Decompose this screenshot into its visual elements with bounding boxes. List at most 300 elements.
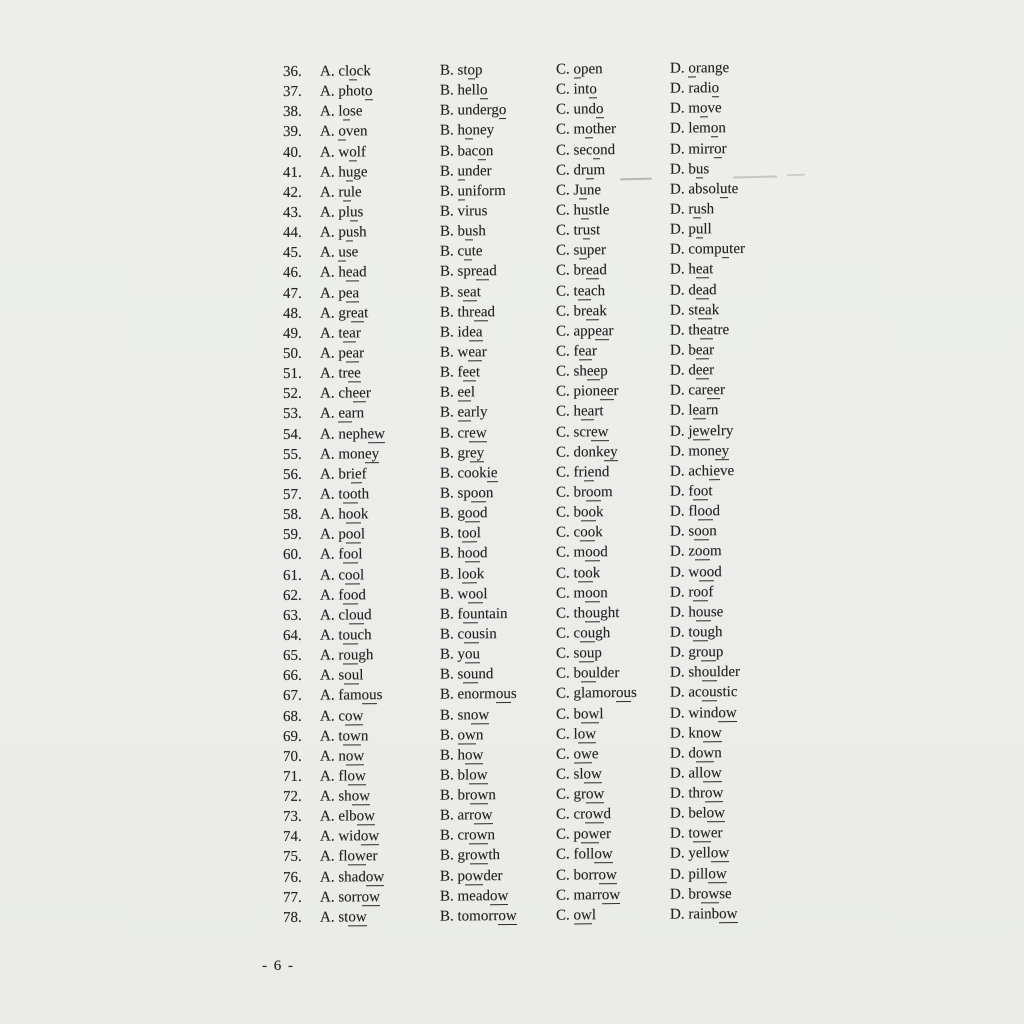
option-label: C. <box>556 867 574 884</box>
underlined-letters: oo <box>465 545 481 562</box>
option-label: A. <box>320 426 339 443</box>
underlined-letters: u <box>581 202 589 219</box>
option-label: C. <box>556 746 574 763</box>
option-b: B. cousin <box>440 626 497 643</box>
option-label: B. <box>440 465 458 482</box>
underlined-letters: oo <box>695 543 711 560</box>
option-a: A. town <box>320 727 369 745</box>
option-d: D. group <box>670 644 724 661</box>
underlined-letters: oo <box>342 486 358 503</box>
question-number: 36. <box>283 63 302 80</box>
underlined-letters: u <box>350 204 358 221</box>
question-number: 37. <box>283 83 302 101</box>
option-label: C. <box>556 383 574 400</box>
underlined-letters: ow <box>347 848 366 865</box>
option-label: A. <box>320 627 339 644</box>
option-a: A. plus <box>320 204 364 221</box>
option-label: B. <box>440 122 458 140</box>
option-c: C. broom <box>556 484 613 501</box>
option-label: D. <box>670 745 689 762</box>
question-number: 75. <box>283 849 302 866</box>
underlined-letters: u <box>586 161 594 179</box>
underlined-letters: ow <box>351 788 371 805</box>
underlined-letters: oo <box>699 563 715 580</box>
option-label: C. <box>556 464 574 481</box>
option-c: C. thought <box>556 604 620 622</box>
underlined-letters: ow <box>356 808 376 825</box>
question-number: 45. <box>283 245 302 262</box>
option-c: C. second <box>556 141 616 159</box>
option-label: B. <box>440 727 458 744</box>
underlined-letters: ou <box>701 684 717 701</box>
option-label: A. <box>320 204 339 221</box>
underlined-letters: oo <box>693 483 709 500</box>
underlined-letters: ow <box>457 726 476 744</box>
option-label: C. <box>556 262 574 280</box>
underlined-letters: ew <box>591 423 609 440</box>
underlined-letters: ea <box>578 343 592 360</box>
option-c: C. glamorous <box>556 685 637 702</box>
option-label: B. <box>440 868 458 885</box>
option-label: A. <box>320 607 339 624</box>
option-a: A. tree <box>320 365 361 382</box>
underlined-letters: ou <box>495 686 511 703</box>
option-label: C. <box>556 564 574 582</box>
option-label: C. <box>556 444 574 461</box>
option-b: B. bacon <box>440 142 494 160</box>
option-b: B. crown <box>440 827 496 844</box>
option-label: C. <box>556 363 574 380</box>
option-d: D. know <box>670 724 722 742</box>
underlined-letters: ea <box>695 261 710 278</box>
question-number: 71. <box>283 768 302 785</box>
underlined-letters: o <box>700 100 708 117</box>
option-d: D. achieve <box>670 462 735 480</box>
option-label: C. <box>556 665 574 682</box>
underlined-letters: oo <box>345 506 361 523</box>
option-b: B. spread <box>440 263 497 281</box>
option-b: B. seat <box>440 283 481 301</box>
underlined-letters: ow <box>583 766 602 783</box>
option-label: C. <box>556 907 574 924</box>
option-label: B. <box>440 888 458 905</box>
option-label: A. <box>320 83 339 100</box>
underlined-letters: ow <box>708 865 727 882</box>
underlined-letters: ou <box>616 685 632 702</box>
option-label: A. <box>320 244 339 261</box>
option-label: D. <box>670 886 689 903</box>
option-d: D. bus <box>670 160 710 178</box>
option-a: A. pea <box>320 284 360 302</box>
option-b: B. blow <box>440 767 488 784</box>
option-c: C. heart <box>556 403 604 421</box>
underlined-letters: u <box>338 244 346 261</box>
underlined-letters: ee <box>462 364 476 381</box>
question-number: 52. <box>283 386 302 403</box>
underlined-letters: o <box>573 61 582 78</box>
option-d: D. absolute <box>670 180 739 198</box>
option-label: A. <box>320 285 339 302</box>
underlined-letters: ea <box>469 324 483 341</box>
option-label: C. <box>556 202 574 219</box>
option-b: B. wear <box>440 344 487 361</box>
option-label: D. <box>670 624 689 641</box>
underlined-letters: ey <box>603 443 618 460</box>
option-d: D. theatre <box>670 321 730 339</box>
option-b: B. own <box>440 726 484 744</box>
option-label: A. <box>320 405 339 423</box>
underlined-letters: o <box>711 80 720 97</box>
underlined-letters: u <box>345 164 354 181</box>
underlined-letters: ea <box>338 405 352 422</box>
option-label: D. <box>670 322 689 339</box>
underlined-letters: ow <box>585 806 604 823</box>
underlined-letters: oo <box>577 564 593 581</box>
option-label: D. <box>670 181 689 198</box>
option-label: C. <box>556 887 574 904</box>
option-d: D. flood <box>670 503 721 520</box>
underlined-letters: ow <box>469 767 488 784</box>
option-b: B. grey <box>440 444 485 462</box>
option-d: D. move <box>670 100 722 117</box>
underlined-letters: ow <box>573 746 592 763</box>
option-label: D. <box>670 342 689 359</box>
option-d: D. rush <box>670 201 715 218</box>
underlined-letters: u <box>464 243 472 260</box>
question-number: 65. <box>283 647 302 665</box>
option-b: B. feet <box>440 364 481 381</box>
option-d: D. browse <box>670 885 732 903</box>
option-label: A. <box>320 909 339 926</box>
option-label: D. <box>670 282 689 299</box>
option-b: B. stop <box>440 62 483 79</box>
option-c: C. into <box>556 81 597 98</box>
question-number: 78. <box>283 909 302 926</box>
option-label: A. <box>320 708 339 725</box>
option-label: D. <box>670 261 689 279</box>
option-a: A. nephew <box>320 425 386 443</box>
question-number: 44. <box>283 224 302 242</box>
underlined-letters: ou <box>695 604 711 621</box>
underlined-letters: oo <box>470 485 486 502</box>
underlined-letters: ey <box>715 442 730 459</box>
underlined-letters: ou <box>342 627 358 644</box>
underlined-letters: oo <box>585 584 601 602</box>
underlined-letters: oo <box>581 504 597 521</box>
option-label: D. <box>670 201 689 218</box>
underlined-letters: ea <box>595 322 609 340</box>
underlined-letters: ow <box>348 909 367 926</box>
option-b: B. early <box>440 404 488 422</box>
option-label: C. <box>556 323 574 340</box>
option-label: B. <box>440 686 458 703</box>
option-label: A. <box>320 808 339 825</box>
underlined-letters: o <box>365 83 373 100</box>
underlined-letters: ea <box>345 284 360 301</box>
underlined-letters: ow <box>700 885 720 903</box>
option-c: C. sheep <box>556 363 608 380</box>
option-label: D. <box>670 523 689 540</box>
option-c: C. bowl <box>556 705 604 723</box>
option-label: C. <box>556 484 574 501</box>
option-b: B. how <box>440 747 484 764</box>
option-c: C. pioneer <box>556 383 619 400</box>
underlined-letters: oo <box>465 505 481 522</box>
option-label: D. <box>670 725 689 742</box>
underlined-letters: oo <box>585 544 601 561</box>
option-label: B. <box>440 304 458 321</box>
option-label: D. <box>670 60 689 77</box>
underlined-letters: ow <box>361 888 381 906</box>
option-label: A. <box>320 365 339 382</box>
option-c: C. trust <box>556 222 601 239</box>
option-label: C. <box>556 222 574 239</box>
option-a: A. brief <box>320 466 367 483</box>
option-label: B. <box>440 747 458 764</box>
underlined-letters: ou <box>581 665 597 682</box>
option-label: A. <box>320 728 339 745</box>
option-a: A. now <box>320 748 365 765</box>
option-a: A. cheer <box>320 385 371 402</box>
underlined-letters: o <box>480 82 488 99</box>
option-c: C. low <box>556 725 597 743</box>
option-d: D. yellow <box>670 845 730 863</box>
option-b: B. idea <box>440 324 483 341</box>
option-label: B. <box>440 284 458 301</box>
underlined-letters: ou <box>585 605 601 622</box>
underlined-letters: ea <box>345 264 360 281</box>
option-c: C. friend <box>556 463 610 481</box>
underlined-letters: ou <box>701 664 717 681</box>
option-d: D. pillow <box>670 865 727 883</box>
option-label: D. <box>670 141 689 158</box>
option-d: D. deer <box>670 362 715 379</box>
option-d: D. throw <box>670 785 724 802</box>
option-c: C. borrow <box>556 866 617 884</box>
option-label: C. <box>556 625 574 642</box>
question-number: 66. <box>283 668 302 685</box>
option-d: D. foot <box>670 483 713 500</box>
option-label: A. <box>320 446 339 463</box>
option-a: A. lose <box>320 103 363 120</box>
option-label: B. <box>440 666 458 683</box>
option-d: D. wood <box>670 563 722 581</box>
option-b: B. brown <box>440 787 496 804</box>
option-label: C. <box>556 242 574 259</box>
option-b: B. hello <box>440 82 488 99</box>
option-a: A. head <box>320 264 367 282</box>
question-number: 42. <box>283 184 302 201</box>
option-label: A. <box>320 788 339 805</box>
underlined-letters: ee <box>600 383 614 400</box>
question-number: 58. <box>283 506 302 524</box>
option-label: A. <box>320 546 339 564</box>
option-b: B. enormous <box>440 686 517 703</box>
option-d: D. down <box>670 744 722 762</box>
option-a: A. pool <box>320 526 366 543</box>
option-label: B. <box>440 183 458 200</box>
underlined-letters: ow <box>465 747 484 764</box>
option-label: D. <box>670 422 689 440</box>
underlined-letters: o <box>714 140 722 157</box>
option-label: B. <box>440 908 458 925</box>
underlined-letters: ie <box>709 462 720 480</box>
underlined-letters: ow <box>342 727 361 745</box>
question-number: 49. <box>283 325 302 342</box>
underlined-letters: ie <box>486 464 498 482</box>
option-label: B. <box>440 485 458 502</box>
option-label: C. <box>556 343 574 360</box>
option-a: A. widow <box>320 828 380 846</box>
option-label: C. <box>556 544 574 561</box>
option-label: A. <box>320 103 339 120</box>
option-label: D. <box>670 402 689 420</box>
underlined-letters: ow <box>577 725 597 743</box>
option-c: C. power <box>556 826 612 843</box>
option-label: B. <box>440 787 458 804</box>
option-b: B. eel <box>440 384 476 401</box>
option-b: B. fountain <box>440 605 508 623</box>
option-c: C. moon <box>556 584 608 602</box>
option-c: C. drum <box>556 161 606 179</box>
option-c: C. teach <box>556 282 606 300</box>
underlined-letters: ew <box>692 422 711 439</box>
underlined-letters: ow <box>705 785 724 802</box>
option-d: D. heat <box>670 261 714 279</box>
underlined-letters: ea <box>342 325 356 342</box>
underlined-letters: ow <box>695 745 715 762</box>
option-a: A. push <box>320 224 367 241</box>
underlined-letters: ou <box>463 666 479 683</box>
option-a: A. pear <box>320 345 365 362</box>
option-label: A. <box>320 305 339 322</box>
option-c: C. June <box>556 182 602 199</box>
option-label: C. <box>556 605 574 622</box>
question-number: 51. <box>283 365 302 383</box>
page-number: - 6 - <box>262 958 295 974</box>
option-label: C. <box>556 423 574 441</box>
option-label: B. <box>440 404 458 422</box>
question-number: 67. <box>283 688 302 705</box>
underlined-letters: ew <box>469 424 487 441</box>
option-label: D. <box>670 161 689 178</box>
underlined-letters: u <box>345 224 354 241</box>
underlined-letters: ea <box>695 281 710 298</box>
option-label: A. <box>320 123 339 141</box>
option-c: C. soup <box>556 645 602 662</box>
option-c: C. fear <box>556 343 597 360</box>
option-a: A. cool <box>320 566 365 584</box>
option-a: A. photo <box>320 83 373 100</box>
option-c: C. mother <box>556 121 617 139</box>
underlined-letters: ie <box>583 464 595 481</box>
option-a: A. flow <box>320 768 366 785</box>
underlined-letters: ow <box>474 807 493 824</box>
option-b: B. snow <box>440 706 490 724</box>
option-label: C. <box>556 162 574 179</box>
option-a: A. stow <box>320 909 367 926</box>
option-c: C. owl <box>556 907 597 924</box>
underlined-letters: o <box>478 142 486 159</box>
option-label: B. <box>440 646 458 663</box>
option-c: C. follow <box>556 846 613 864</box>
underlined-letters: o <box>585 121 593 138</box>
underlined-letters: ow <box>594 846 613 863</box>
option-a: A. fool <box>320 546 363 564</box>
underlined-letters: ow <box>718 704 737 721</box>
underlined-letters: o <box>592 141 601 158</box>
option-label: A. <box>320 144 339 161</box>
underlined-letters: ee <box>457 384 471 401</box>
underlined-letters: u <box>721 241 730 258</box>
option-label: A. <box>320 264 339 282</box>
option-label: C. <box>556 786 574 803</box>
option-d: D. zoom <box>670 543 722 560</box>
option-label: C. <box>556 705 574 723</box>
option-label: B. <box>440 847 458 865</box>
underlined-letters: ow <box>706 805 726 822</box>
underlined-letters: ou <box>692 624 708 641</box>
option-a: A. show <box>320 788 371 805</box>
option-a: A. great <box>320 304 369 322</box>
option-label: C. <box>556 685 574 702</box>
option-d: D. shoulder <box>670 664 741 681</box>
underlined-letters: ow <box>586 786 605 803</box>
question-number: 69. <box>283 728 302 745</box>
question-number: 62. <box>283 587 302 604</box>
option-label: C. <box>556 726 574 743</box>
underlined-letters: oo <box>343 586 359 604</box>
underlined-letters: ow <box>703 765 722 782</box>
option-label: D. <box>670 866 689 883</box>
option-d: D. mirror <box>670 140 727 158</box>
option-label: B. <box>440 62 458 79</box>
option-d: D. dead <box>670 281 717 299</box>
option-label: D. <box>670 302 689 319</box>
option-label: B. <box>440 203 458 220</box>
underlined-letters: ea <box>700 322 714 339</box>
question-number: 48. <box>283 305 302 322</box>
option-label: D. <box>670 604 689 621</box>
option-a: A. money <box>320 445 380 463</box>
option-a: A. clock <box>320 63 371 80</box>
option-d: D. window <box>670 704 737 722</box>
option-label: A. <box>320 587 339 604</box>
underlined-letters: ey <box>365 445 380 462</box>
underlined-letters: ow <box>470 787 489 804</box>
option-label: A. <box>320 768 339 785</box>
option-b: B. undergo <box>440 102 507 119</box>
underlined-letters: ea <box>586 302 600 320</box>
option-label: C. <box>556 121 574 139</box>
underlined-letters: o <box>710 120 719 137</box>
option-label: A. <box>320 164 339 181</box>
option-b: B. bush <box>440 223 486 240</box>
option-label: C. <box>556 61 574 78</box>
underlined-letters: oo <box>345 566 361 583</box>
option-c: C. marrow <box>556 886 621 904</box>
question-number: 40. <box>283 144 302 161</box>
underlined-letters: u <box>465 223 473 240</box>
option-label: C. <box>556 182 574 199</box>
option-label: A. <box>320 828 339 846</box>
option-label: C. <box>556 283 574 300</box>
option-label: D. <box>670 120 689 138</box>
option-a: A. hook <box>320 506 369 523</box>
underlined-letters: ow <box>498 907 517 925</box>
option-c: C. book <box>556 504 604 521</box>
option-b: B. crew <box>440 424 487 442</box>
